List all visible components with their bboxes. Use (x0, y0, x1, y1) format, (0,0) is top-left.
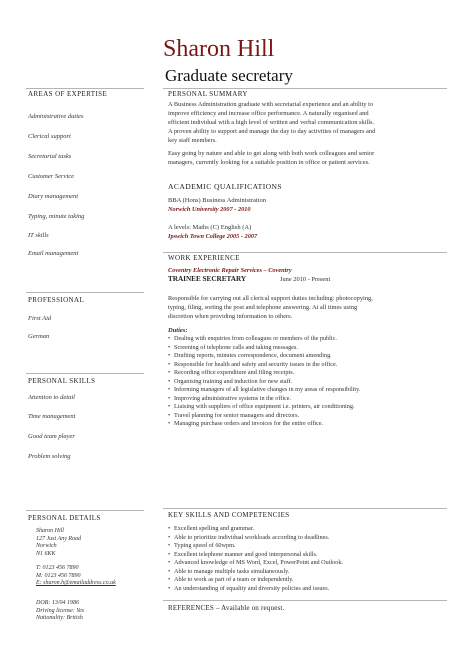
professional-heading: PROFESSIONAL (28, 296, 85, 304)
main-divider (163, 600, 447, 601)
personal-details-heading: PERSONAL DETAILS (28, 514, 101, 522)
personal-skill-item: Attention to detail (28, 394, 75, 401)
professional-item: First Aid (28, 315, 52, 322)
expertise-item: Diary management (28, 193, 79, 200)
professional-item: German (28, 333, 50, 340)
list-item: • Excellent spelling and grammar. (168, 525, 255, 532)
details-driving-licence: Driving license: Yes (36, 607, 85, 614)
main-divider (163, 508, 447, 509)
expertise-item: Typing, minute taking (28, 213, 85, 220)
list-item: • Screening of telephone calls and taking messages. (168, 343, 298, 351)
personal-skill-item: Problem solving (28, 453, 71, 460)
address-block (36, 528, 81, 558)
summary-line: improve efficiency and increase office performance. A naturally organised and (168, 110, 369, 118)
expertise-heading: AREAS OF EXPERTISE (28, 90, 108, 98)
personal-skill-item: Good team player (28, 433, 75, 440)
main-divider (163, 252, 447, 253)
college: Ipswich Town College 2005 - 2007 (168, 233, 258, 240)
summary-line: A Business Administration graduate with secretarial experience and an ability to (168, 101, 374, 108)
role-title: TRAINEE SECRETARY (168, 275, 247, 283)
expertise-item: Administrative duties (28, 113, 84, 120)
details-telephone: T: 0123 456 7890 (36, 565, 79, 571)
skills-heading: KEY SKILLS AND COMPETENCIES (168, 511, 290, 519)
list-item: • Improving administrative systems in the office. (168, 394, 292, 402)
work-intro-line: Responsible for carrying out all clerical support duties including: photocopying, (168, 295, 373, 302)
summary-line: key staff members. (168, 137, 217, 145)
job-title: Graduate secretary (165, 66, 293, 85)
duties-label: Duties: (168, 327, 188, 334)
list-item: • Organising training and induction for new staff. (168, 377, 293, 385)
list-item: • Travel planning for senior managers and directors. (168, 411, 300, 419)
contact-block (36, 565, 116, 588)
employer: Coventry Electronic Repair Services – Coventry (168, 267, 292, 274)
expertise-item: Email management (28, 250, 79, 257)
work-intro (168, 294, 440, 321)
candidate-name: Sharon Hill (163, 36, 275, 62)
details-dob: DOB: 13/04 1986 (36, 600, 79, 606)
expertise-item: IT skills (28, 232, 49, 239)
main-divider (163, 88, 447, 89)
expertise-item: Customer Service (28, 173, 75, 180)
list-item: • Typing speed of 60wpm. (168, 542, 236, 549)
extra-details-block (36, 600, 84, 623)
sidebar-divider (26, 88, 144, 89)
details-email-link[interactable]: E: sharon.h@emailaddress.co.uk (36, 580, 116, 587)
expertise-item: Secretarial tasks (28, 153, 72, 160)
list-item: • Excellent telephone manner and good interpersonal skills. (168, 550, 318, 558)
sidebar-divider (26, 292, 144, 293)
summary-heading: PERSONAL SUMMARY (168, 90, 248, 98)
details-address-line: Norwich (36, 543, 57, 550)
personal-skills-heading: PERSONAL SKILLS (28, 377, 96, 385)
university: Norwich University 2007 - 2010 (168, 206, 251, 213)
list-item: • Able to prioritize individual workloads according to deadlines. (168, 533, 330, 541)
sidebar-divider (26, 510, 144, 511)
degree: BBA (Hons) Business Administration (168, 197, 267, 204)
details-name: Sharon Hill (36, 528, 64, 534)
duties-list (168, 335, 360, 429)
sidebar-divider (26, 373, 144, 374)
expertise-item: Clerical support (28, 133, 71, 140)
list-item: • Advanced knowledge of MS Word, Excel, PowerPoint and Outlook. (168, 559, 344, 566)
list-item: • Liaising with suppliers of office equipment i.e. printers, air conditioning. (168, 403, 355, 410)
details-nationality: Nationality: British (36, 615, 83, 622)
list-item: • Managing purchase orders and invoices for the entire office. (168, 420, 324, 427)
work-heading: WORK EXPERIENCE (168, 254, 240, 262)
summary-paragraph (168, 100, 440, 145)
list-item: • Able to work as part of a team or independently. (168, 576, 294, 583)
list-item: • Drafting reports, minutes correspondence, document amending. (168, 352, 332, 359)
details-postcode: N1 6KK (36, 550, 56, 557)
summary-paragraph (168, 149, 440, 167)
skills-list (168, 525, 343, 593)
list-item: • Recording office expenditure and filing receipts. (168, 369, 295, 376)
list-item: • Informing managers of all legislative changes in my areas of responsibility. (168, 386, 361, 393)
summary-line: efficient individual with a high level of written and verbal communication skills. (168, 119, 375, 127)
role-dates: June 2010 - Present (280, 276, 331, 283)
list-item: • Responsible for health and safety and security issues in the office. (168, 360, 338, 368)
references-note: REFERENCES – Available on request. (168, 604, 285, 612)
work-intro-line: typing, filing, sorting the post and telephone answering. At all times using (168, 304, 358, 312)
details-mobile: M: 0123 456 7890 (36, 572, 81, 579)
work-intro-line: discretion when providing information to others. (168, 313, 293, 321)
a-levels: A levels: Maths (C) English (A) (168, 224, 252, 231)
list-item: • Able to manage multiple tasks simultaneously. (168, 567, 290, 575)
summary-line: A proven ability to support and manage the day to day activities of managers and (168, 128, 376, 136)
list-item: • An understanding of equality and diversity policies and issues. (168, 584, 330, 592)
summary-line: managers, currently looking for a suitable position in office or patient services. (168, 159, 370, 167)
summary-line: Easy going by nature and able to get along with both work colleagues and senior (168, 150, 375, 157)
list-item: • Dealing with enquiries from colleagues or members of the public. (168, 335, 337, 342)
academic-heading: ACADEMIC QUALIFICATIONS (168, 182, 283, 191)
details-address-line: 127 Just Any Road (36, 535, 82, 542)
personal-skill-item: Time management (28, 413, 76, 420)
